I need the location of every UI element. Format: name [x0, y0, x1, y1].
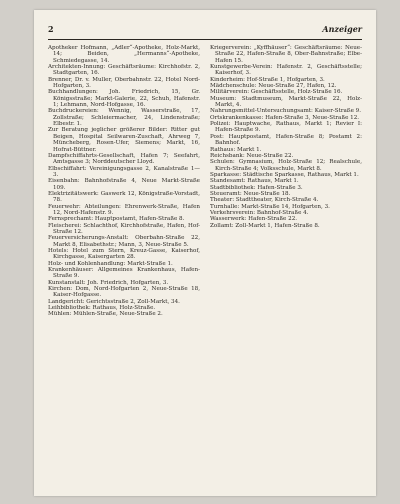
directory-entry: Krankenhäuser: Allgemeines Krankenhaus, Hafen-Straße 9. [48, 267, 200, 280]
left-column [48, 45, 200, 318]
directory-entry: Theater: Stadttheater, Kirch-Straße 4. [210, 197, 319, 204]
directory-entry: Ortskrankenkasse: Hafen-Straße 3, Neue-Straße 12. [210, 114, 360, 121]
header-rule [48, 39, 362, 40]
directory-entry: Nahrungsmittel-Untersuchungsamt: Kaiser-Straße 9. [210, 108, 362, 115]
directory-entry: Dampfschiffahrts-Gesellschaft, Hafen 7; Seefahrt, Amtsgasse 3; Norddeutscher Lloyd. [48, 152, 200, 166]
directory-entry: Architekten-Innung: Geschäftsräume: Kirchhofstr. 2, Stadtgarten, 16. [48, 64, 200, 77]
directory-entry: Kirchen: Dom, Nord-Hofgarten 2, Neue-Straße 18, Kaiser-Hofgasse. [48, 286, 200, 299]
directory-entry: Turnhalle: Markt-Straße 14, Hofgarten, 3. [210, 203, 330, 210]
directory-entry: Schulen: Gymnasium, Holz-Straße 12; Realschule, Kirch-Straße 4; Volksschule, Markt 8. [210, 159, 362, 172]
directory-entry: Wasserwerk: Hafen-Straße 22. [210, 216, 298, 223]
directory-entry: Standesamt: Rathaus, Markt 1. [210, 178, 299, 185]
directory-entry: Militärverein: Geschäftsstelle, Holz-Straße 16. [210, 89, 343, 96]
directory-entry: Eisenbahn: Bahnhofstraße 4, Neue Markt-Straße 109. [48, 178, 200, 191]
directory-entry: Kunstanstalt: Joh. Friedrich, Hofgarten, 3. [48, 279, 169, 286]
directory-entry: Apotheker Hofmann, „Adler“-Apotheke, Holz-Markt, 14; Beiden, „Hermanns“-Apotheke, Schmiedegasse, 14. [48, 45, 200, 64]
directory-entry: Verkehrsverein: Bahnhof-Straße 4. [210, 209, 309, 216]
directory-entry: Buchdruckereien: Wennig, Wasserstraße, 17, Zollstraße; Schleiermacher, 24, Lindenstraße; Elbestr. 1. [48, 108, 200, 128]
directory-entry: Fernsprechamt: Hauptpostamt, Hafen-Straße 8. [48, 216, 185, 223]
directory-entry: Reichsbank: Neue-Straße 22. [210, 152, 294, 159]
directory-entry: Elektrizitätswerk: Gaswerk 12, Königstraße-Vorstadt, 78. [48, 190, 200, 204]
directory-entry: Stadtbibliothek: Hafen-Straße 3. [210, 184, 303, 191]
directory-entry: Brenner, Dr. v. Muller, Oberbahnstr. 22, Hotel Nord-Hofgarten, 3. [48, 76, 200, 90]
right-column [210, 45, 362, 229]
directory-entry: Kinderheim: Hof-Straße 1, Hofgarten, 3. [210, 76, 325, 83]
directory-entry: Feuerwehr: Abteilungen: Ehrenwerk-Straße, Hafen 12, Nord-Hafenstr. 9. [48, 203, 200, 216]
directory-entry: Post: Hauptpostamt, Hafen-Straße 8; Postamt 2: Bahnhof. [210, 133, 362, 147]
page-number: 2 [48, 24, 54, 34]
directory-entry: Kriegerverein: „Kyffhäuser“: Geschäftsräume: Neue-Straße 22, Hafen-Straße 8, Ober-Bahnstraße; Elbe-Hafen 15. [210, 45, 362, 64]
directory-entry: Leihbibliothek: Rathaus, Holz-Straße. [48, 305, 156, 312]
running-head: Anzeiger [322, 24, 362, 34]
directory-entry: Elbschiffahrt: Vereinigungsgasse 2, Kanalstraße 1—3. [48, 165, 200, 178]
directory-entry: Hotels: Hotel zum Stern, Kreuz-Gasse, Kaiserhof, Kirchgasse, Kaisergarten 28. [48, 248, 200, 261]
directory-entry: Mädchenschule: Neue-Straße 27, Hafen, 12. [210, 83, 337, 90]
directory-entry: Zollamt: Zoll-Markt 1, Hafen-Straße 8. [210, 222, 320, 229]
directory-entry: Landgericht: Gerichtsstraße 2, Zoll-Markt, 34. [48, 298, 180, 305]
directory-entry: Mühlen: Mühlen-Straße, Neue-Straße 2. [48, 311, 163, 318]
directory-entry: Polizei: Hauptwache, Rathaus, Markt 1; Revier I: Hafen-Straße 9. [210, 121, 362, 134]
directory-entry: Buchhandlungen: Joh. Friedrich, 15, Gr. Königsstraße; Markt-Galerie, 22, Schuh, Hafenstr. 1; Lehmann, Nord-Hofgasse, 16. [48, 89, 200, 109]
directory-entry: Sparkasse: Städtische Sparkasse, Rathaus, Markt 1. [210, 171, 359, 178]
page-header [48, 24, 362, 36]
directory-entry: Kunstgewerbe-Verein: Hafenstr. 2, Geschäftsstelle; Kaiserhof, 3. [210, 64, 362, 77]
directory-entry: Steueramt: Neue-Straße 18. [210, 190, 291, 197]
document-page [34, 10, 376, 496]
directory-entry: Museum: Stadtmuseum, Markt-Straße 22, Holz-Markt, 4. [210, 95, 362, 109]
directory-entry: Holz- und Kohlenhandlung: Markt-Straße 1. [48, 260, 173, 267]
directory-entry: Rathaus: Markt 1. [210, 146, 262, 153]
directory-entry: Zur Beratung jeglicher größerer Bilder: Ritter gut Beigen, Hospital Seilwaren-Zuschaft, Ahrweg 7, Müncheberg, Rosen-Ufer, Siemens; Markt, 16, Hofrat-Büttner. [48, 127, 200, 153]
directory-entry: Fleischerei: Schlachthof, Kirchhofstraße, Hafen, Hof-Straße 12. [48, 222, 200, 235]
directory-entry: Feuerversicherungs-Anstalt: Oberbahn-Straße 22, Markt 8, Elisabethstr.; Mann, 3, Neue-Straße 5. [48, 235, 200, 248]
